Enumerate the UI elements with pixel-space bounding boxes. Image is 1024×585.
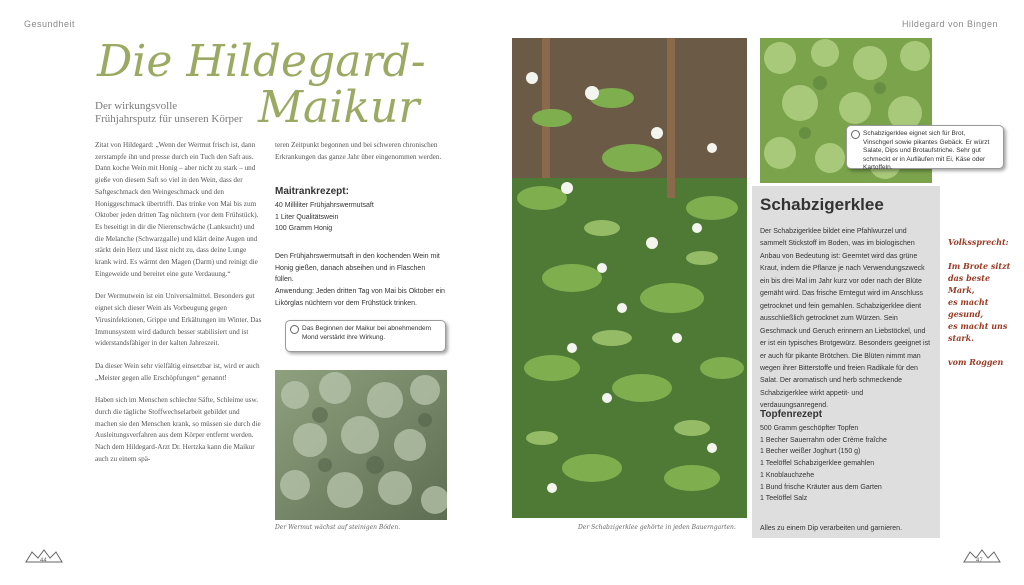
paragraph-meister: Da dieser Wein sehr vielfältig einsetzbar ist, wird er auch „Meister gegen alle Erschöpfungen“ genannt!: [95, 361, 260, 382]
recipe-title: Maitrankrezept:: [275, 186, 349, 197]
paragraph-quote: Zitat von Hildegard: „Wenn der Wermut frisch ist, dann zerstampfe ihn und presse durch ein Tuch den Saft aus. Dann koche Wein mit Honig – aber nicht zu stark – und gieße von diesem Saft so viel in den Wein, dass der Saftgeschmack den Weingeschmack und den Honiggeschmack übertrifft. Das trinke von Mai bis zum Oktober jeden dritten Tag nüchtern (vor dem Frühstück). Es beseitigt in dir die Nierenschwäche (Lanksucht) und die Melanche (Schwarzgalle) und klärt deine Augen und stärkt dein Herz und lässt nicht zu, dass deine Lunge krank wird. Es wärmt den Magen (Darm) und reinigt die Eingeweide und bereitet eine gute Verdauung.“: [95, 141, 259, 278]
ingredient-item: 1 Bund frische Kräuter aus dem Garten: [760, 483, 882, 491]
clover-illustration: [512, 38, 747, 518]
ingredient-item: 500 Gramm geschöpfter Topfen: [760, 425, 859, 432]
saying-line: es macht uns stark.: [948, 321, 1008, 343]
paragraph-saefte: Haben sich im Menschen schlechte Säfte, Schleime usw. durch die tägliche Stoffwechselarbeit gebildet und machen sie den Menschen krank, so müssen sie durch die Ausleitungsverfahren aus dem Körper entfernt werden. Nach dem Hildegard-Arzt Dr. Hertzka kann die Maikur auch zu einem spä-: [95, 396, 261, 463]
callout-text: Schabzigerklee eignet sich für Brot, Vinschgerl sowie pikantes Gebäck. Er würzt Salate, Dips und Brotaufstriche. Sehr gut schmeckt er in Aufläufen mit Ei, Käse oder Kartoffeln.: [863, 130, 990, 171]
ingredient-item: 1 Becher weißer Joghurt (150 g): [760, 448, 861, 456]
wormwood-photo: [275, 370, 447, 520]
ingredient-item: 1 Teelöffel Salz: [760, 495, 808, 503]
section-header-right: Hildegard von Bingen: [901, 19, 998, 29]
sidebar-title: Schabzigerklee: [760, 195, 884, 214]
moon-tip-callout: [285, 320, 446, 352]
recipe-instructions: [275, 251, 445, 310]
saying-line: das beste Mark,: [948, 273, 991, 295]
ingredient-item: 100 Gramm Honig: [275, 225, 333, 233]
recipe-ingredients: [275, 200, 445, 235]
article-subtitle: [95, 100, 243, 126]
usage-text: Anwendung: Jeden dritten Tag von Mai bis Oktober ein Likörglas nüchtern vor dem Frühstück trinken.: [275, 288, 445, 307]
callout-text: Das Beginnen der Maikur bei abnehmendem Mond verstärkt ihre Wirkung.: [302, 325, 431, 341]
usage-callout: [846, 125, 1004, 169]
clover-photo: [512, 38, 747, 518]
ingredient-item: 1 Liter Qualitätswein: [275, 213, 339, 221]
ingredient-item: 1 Teelöffel Schabzigerklee gemahlen: [760, 460, 875, 468]
saying-heading: Volkssprecht:: [948, 237, 1009, 247]
saying-source: vom Roggen: [948, 357, 1004, 367]
ingredient-item: 1 Becher Sauerrahm oder Crème fraîche: [760, 436, 887, 444]
page-number-left: 44: [40, 558, 47, 564]
saying-line: es macht gesund,: [948, 297, 989, 319]
wormwood-illustration: [275, 370, 447, 520]
paragraph-universal: Der Wermutwein ist ein Universalmittel. Besonders gut eignet sich dieser Wein als Vorbeugung gegen Virusinfektionen, Grippe und Erkältungen im Winter. Das Immunsystem wird dadurch besser stabilisiert und ist widerstandsfähiger in der kalten Jahreszeit.: [95, 292, 262, 348]
folk-saying: [948, 236, 1018, 368]
pin-icon: [290, 325, 299, 334]
section-header-left: Gesundheit: [24, 19, 76, 29]
ingredient-item: 40 Milliliter Frühjahrswermutsaft: [275, 202, 374, 209]
ingredient-item: 1 Knoblauchzehe: [760, 471, 815, 479]
saying-line: Im Brote sitzt: [948, 261, 1011, 271]
subtitle-line2: Frühjahrsputz für unseren Körper: [95, 113, 243, 125]
page-number-right: 47: [976, 558, 983, 564]
sidebar-text: Der Schabzigerklee bildet eine Pfahlwurzel und sammelt Stickstoff im Boden, was im biologischen Anbau von Bedeutung ist: Geerntet wird das grüne Kraut, indem die Pflanze je nach Verwendungszweck ein bis drei Mal im Jahr kurz vor oder nach der Blüte gemäht wird. Das frische Erntegut wird im Anschluss getrocknet und fein gemahlen. Schabzigerklee dient ausschließlich getrocknet zum Würzen. Sein Geschmack und Geruch erinnern an Liebstöckel, und er ist ein typisches Brotgewürz. Besonders geeignet ist er auch für pikante Brötchen. Die Blüten nimmt man wegen ihrer Bitterstoffe und freien Radikale für den Salat. Der aromatisch und herb schmeckende Schabzigerklee wirkt appetit- und verdauungsanregend.: [760, 228, 931, 410]
instruction-text: Den Frühjahrswermutsaft in den kochenden Wein mit Honig gießen, danach abseihen und in Flaschen füllen.: [275, 253, 440, 284]
wormwood-caption: Der Wermut wächst auf steinigen Böden.: [275, 524, 401, 531]
subtitle-line1: Der wirkungsvolle: [95, 100, 178, 112]
clover-caption: Der Schabzigerklee gehörte in jeden Bauerngarten.: [578, 524, 736, 531]
sidebar-final-instruction: Alles zu einem Dip verarbeiten und garnieren.: [760, 525, 903, 532]
text-column-1: [95, 140, 263, 477]
article-title-line2: Maikur: [258, 82, 420, 133]
pin-icon: [851, 130, 860, 139]
sidebar-ingredients: [760, 423, 932, 505]
sidebar-recipe-title: Topfenrezept: [760, 409, 823, 420]
text-column-2-intro: teren Zeitpunkt begonnen und bei schweren chronischen Erkrankungen das ganze Jahr über eingenommen werden.: [275, 141, 442, 161]
article-title-line1: Die Hildegard-: [97, 36, 426, 87]
